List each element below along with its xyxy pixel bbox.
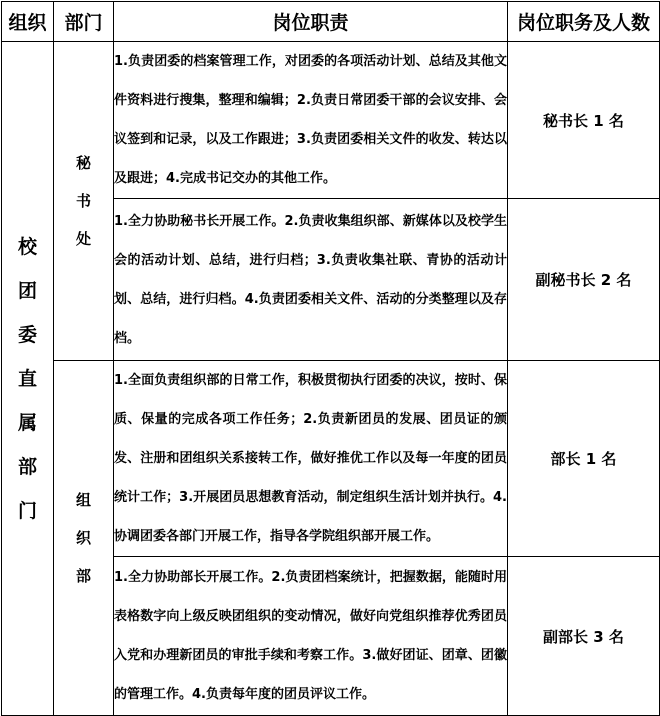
dept-cell-secretariat bbox=[54, 42, 114, 361]
dept-name: 秘 书 处 bbox=[75, 154, 91, 248]
duty-table bbox=[1, 1, 660, 716]
role-cell: 部长 1 名 bbox=[508, 361, 660, 557]
table-row bbox=[2, 361, 660, 557]
header-org: 组织 bbox=[2, 2, 54, 42]
header-duty: 岗位职责 bbox=[114, 2, 508, 42]
table-row bbox=[2, 42, 660, 199]
org-name: 校 团 委 直 属 部 门 bbox=[17, 235, 37, 522]
role-cell: 副秘书长 2 名 bbox=[508, 199, 660, 361]
header-row bbox=[2, 2, 660, 42]
role-cell: 秘书长 1 名 bbox=[508, 42, 660, 199]
org-cell bbox=[2, 42, 54, 716]
duty-cell: 1.全力协助部长开展工作。2.负责团档案统计，把握数据，能随时用表格数字向上级反映团组织的变动情况，做好向党组织推荐优秀团员入党和办理新团员的审批手续和考察工作。3.做好团证、团章、团徽的管理工作。4.负责每年度的团员评议工作。 bbox=[114, 557, 508, 716]
dept-cell-organization bbox=[54, 361, 114, 716]
header-role: 岗位职务及人数 bbox=[508, 2, 660, 42]
duty-cell: 1.负责团委的档案管理工作，对团委的各项活动计划、总结及其他文件资料进行搜集，整理和编辑；2.负责日常团委干部的会议安排、会议签到和记录，以及工作跟进；3.负责团委相关文件的收发、转达以及跟进；4.完成书记交办的其他工作。 bbox=[114, 42, 508, 199]
duty-cell: 1.全面负责组织部的日常工作，积极贯彻执行团委的决议，按时、保质、保量的完成各项工作任务；2.负责新团员的发展、团员证的颁发、注册和团组织关系接转工作，做好推优工作以及每一年度的团员统计工作；3.开展团员思想教育活动，制定组织生活计划并执行。4.协调团委各部门开展工作，指导各学院组织部开展工作。 bbox=[114, 361, 508, 557]
duty-cell: 1.全力协助秘书长开展工作。2.负责收集组织部、新媒体以及校学生会的活动计划、总结，进行归档；3.负责收集社联、青协的活动计划、总结，进行归档。4.负责团委相关文件、活动的分类整理以及存档。 bbox=[114, 199, 508, 361]
header-dept: 部门 bbox=[54, 2, 114, 42]
dept-name: 组 织 部 bbox=[75, 491, 91, 585]
role-cell: 副部长 3 名 bbox=[508, 557, 660, 716]
